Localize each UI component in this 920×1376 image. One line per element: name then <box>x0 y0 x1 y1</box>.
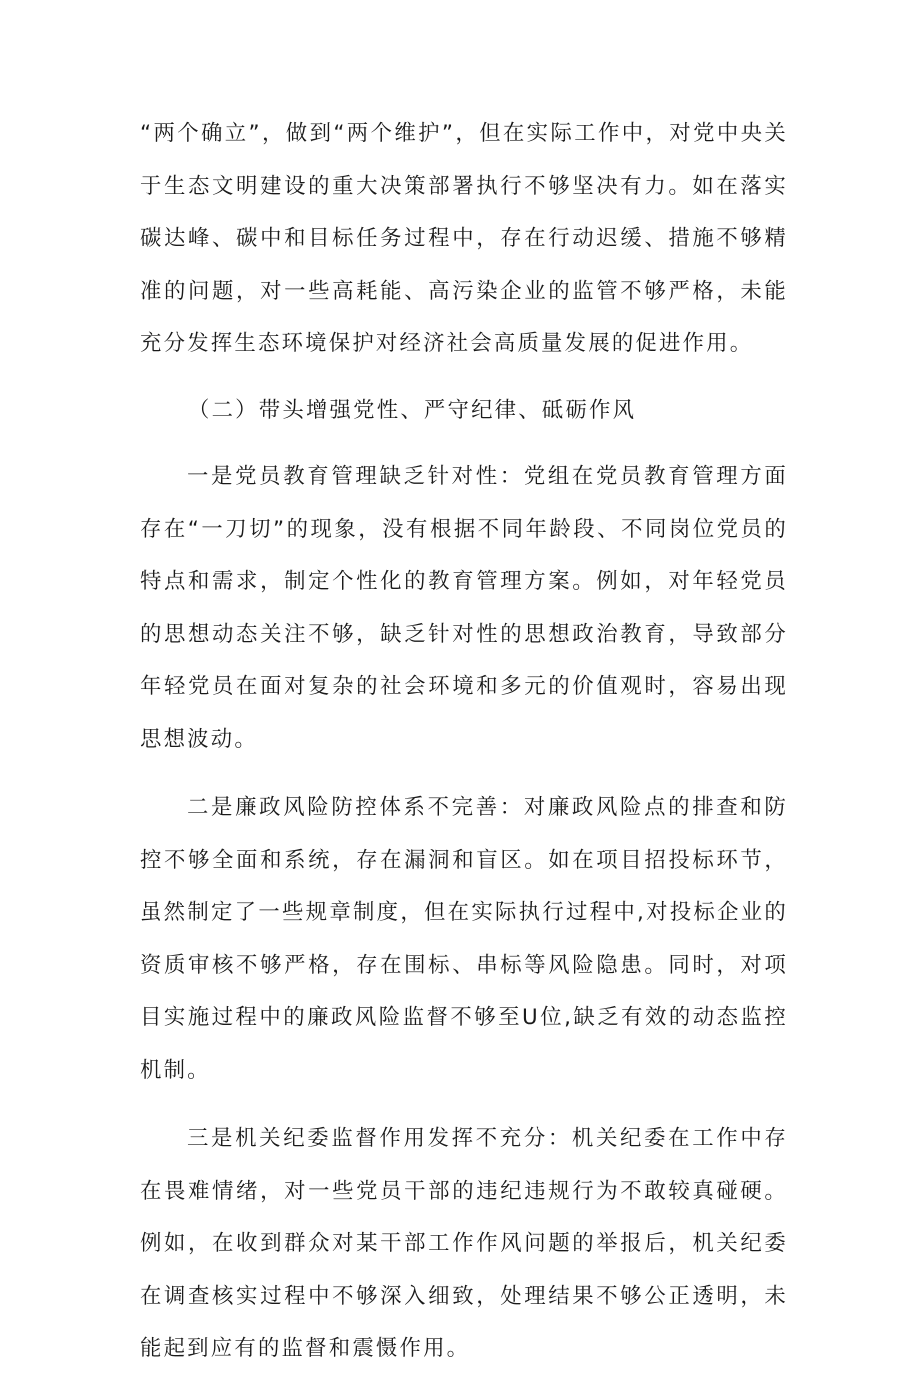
section-heading-2: （二）带头增强党性、严守纪律、砥砺作风 <box>188 397 637 423</box>
paragraph-party-education: 一是党员教育管理缺乏针对性：党组在党员教育管理方面存在“一刀切”的现象，没有根据不同年龄段、不同岗位党员的特点和需求，制定个性化的教育管理方案。例如，对年轻党员的思想动态关注不够，缺乏针对性的思想政治教育，导致部分年轻党员在面对复杂的社会环境和多元的价值观时，容易出现思想波动。 <box>140 464 788 752</box>
paragraph-discipline-supervision: 三是机关纪委监督作用发挥不充分：机关纪委在工作中存在畏难情绪，对一些党员干部的违纪违规行为不敢较真碰硬。例如，在收到群众对某干部工作作风问题的举报后，机关纪委在调查核实过程中不够深入细致，处理结果不够公正透明，未能起到应有的监督和震慑作用。 <box>140 1126 788 1361</box>
paragraph-two-establishments: “两个确立”，做到“两个维护”，但在实际工作中，对党中央关于生态文明建设的重大决策部署执行不够坚决有力。如在落实碳达峰、碳中和目标任务过程中，存在行动迟缓、措施不够精准的问题，对一些高耗能、高污染企业的监管不够严格，未能充分发挥生态环境保护对经济社会高质量发展的促进作用。 <box>140 121 788 356</box>
paragraph-integrity-risk: 二是廉政风险防控体系不完善：对廉政风险点的排查和防控不够全面和系统，存在漏洞和盲区。如在项目招投标环节，虽然制定了一些规章制度，但在实际执行过程中,对投标企业的资质审核不够严格，存在围标、串标等风险隐患。同时，对项目实施过程中的廉政风险监督不够至U位,缺乏有效的动态监控机制。 <box>140 795 788 1083</box>
